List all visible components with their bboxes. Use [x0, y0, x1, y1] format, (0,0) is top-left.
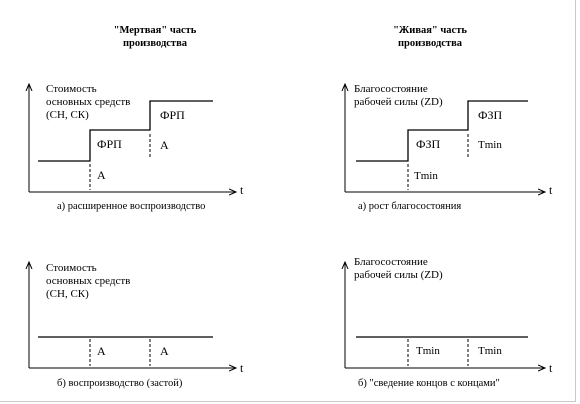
- step-label-1: ФРП: [97, 137, 122, 151]
- y-label-line2: основных средств: [46, 275, 131, 287]
- header-dead-line2: производства: [122, 38, 187, 49]
- y-label-line1: Стоимость: [46, 83, 97, 95]
- mark-label-1: А: [97, 344, 106, 358]
- header-dead-line1: "Мертвая" часть: [113, 25, 197, 36]
- step-line: [356, 101, 528, 161]
- y-label-line1: Стоимость: [46, 262, 97, 274]
- step-label-2: ФЗП: [478, 108, 503, 122]
- panel-b-left: [29, 262, 244, 389]
- caption: б) воспроизводство (застой): [57, 378, 183, 389]
- axis-t-label: t: [549, 361, 553, 375]
- panel-a-left: [29, 83, 244, 212]
- y-label-line2: рабочей силы (ZD): [354, 96, 443, 108]
- step-label-1: ФЗП: [416, 137, 441, 151]
- step-label-2: ФРП: [160, 108, 185, 122]
- mark-label-1: Tmin: [416, 345, 440, 357]
- mark-label-2: Tmin: [478, 139, 502, 151]
- axis-t-label: t: [240, 183, 244, 197]
- y-label-line2: рабочей силы (ZD): [354, 269, 443, 281]
- panel-a-right: [345, 83, 553, 212]
- y-label-line3: (СН, СК): [46, 109, 89, 121]
- mark-label-2: Tmin: [478, 345, 502, 357]
- mark-label-1: Tmin: [414, 170, 438, 182]
- caption: а) рост благосостояния: [358, 201, 462, 212]
- mark-label-2: А: [160, 344, 169, 358]
- axis-t-label: t: [240, 361, 244, 375]
- header-living-line2: производства: [397, 38, 462, 49]
- y-label-line1: Благосостояние: [354, 256, 428, 268]
- y-label-line1: Благосостояние: [354, 83, 428, 95]
- caption: а) расширенное воспроизводство: [57, 201, 206, 212]
- mark-label-1: А: [97, 168, 106, 182]
- y-label-line3: (СН, СК): [46, 288, 89, 300]
- axis-t-label: t: [549, 183, 553, 197]
- caption: б) "сведение концов с концами": [358, 378, 500, 389]
- header-living-line1: "Живая" часть: [393, 25, 467, 36]
- mark-label-2: А: [160, 138, 169, 152]
- y-label-line2: основных средств: [46, 96, 131, 108]
- panel-b-right: [345, 256, 553, 389]
